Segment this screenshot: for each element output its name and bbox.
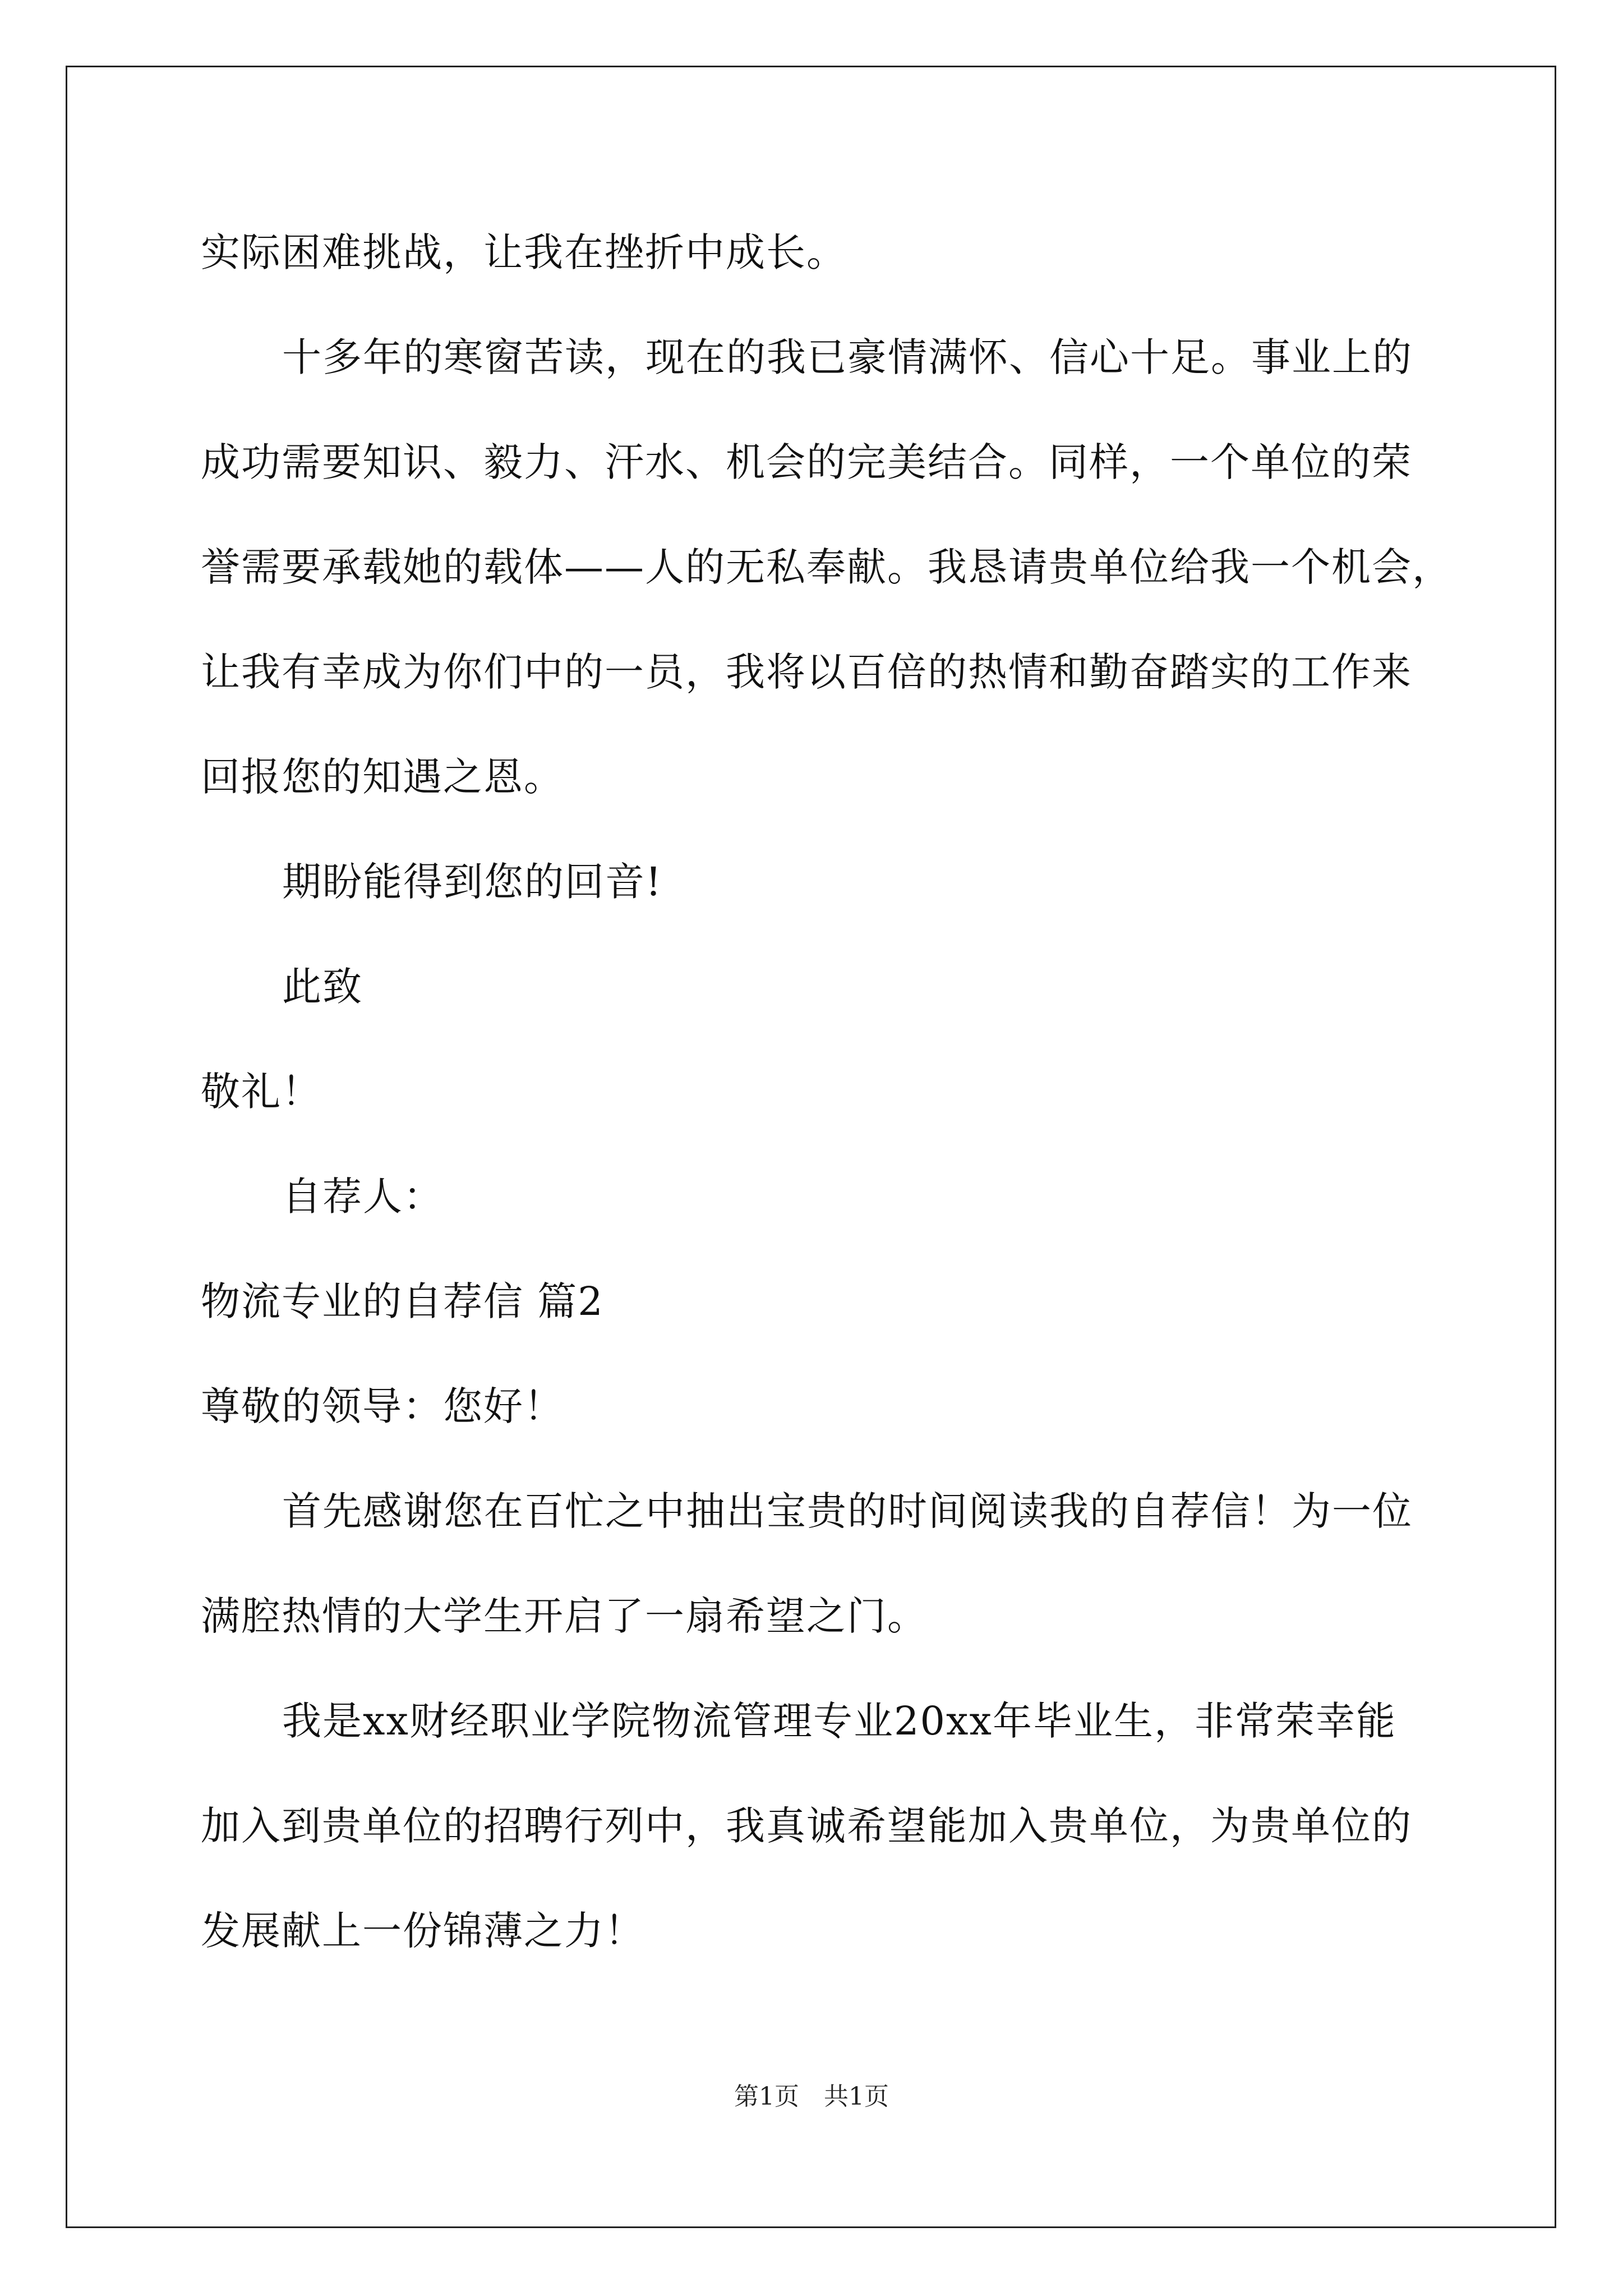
text-line: 满腔热情的大学生开启了一扇希望之门。 [201, 1593, 928, 1639]
text-line: 我是xx财经职业学院物流管理专业20xx年毕业生，非常荣幸能 [282, 1698, 1396, 1744]
page-border [66, 66, 1556, 2228]
page-footer: 第1页 共1页 [734, 2082, 889, 2111]
text-line: 实际困难挑战，让我在挫折中成长。 [201, 229, 847, 275]
text-line: 发展献上一份锦薄之力！ [201, 1908, 645, 1954]
text-line: 此致 [282, 964, 363, 1010]
text-line: 期盼能得到您的回音! [282, 859, 663, 905]
text-line: 让我有幸成为你们中的一员，我将以百倍的热情和勤奋踏实的工作来 [201, 649, 1412, 695]
text-line: 誉需要承载她的载体——人的无私奉献。我恳请贵单位给我一个机会， [201, 544, 1453, 590]
text-line: 加入到贵单位的招聘行列中，我真诚希望能加入贵单位，为贵单位的 [201, 1803, 1412, 1849]
text-line: 尊敬的领导：您好！ [201, 1383, 564, 1429]
text-line: 自荐人： [282, 1174, 444, 1220]
text-line: 成功需要知识、毅力、汗水、机会的完美结合。同样，一个单位的荣 [201, 439, 1412, 485]
text-line: 敬礼！ [201, 1069, 322, 1115]
text-line: 回报您的知遇之恩。 [201, 754, 564, 800]
section-heading: 物流专业的自荐信 篇2 [201, 1278, 604, 1324]
text-line: 十多年的寒窗苦读，现在的我已豪情满怀、信心十足。事业上的 [282, 334, 1413, 380]
text-line: 首先感谢您在百忙之中抽出宝贵的时间阅读我的自荐信！为一位 [282, 1488, 1413, 1534]
